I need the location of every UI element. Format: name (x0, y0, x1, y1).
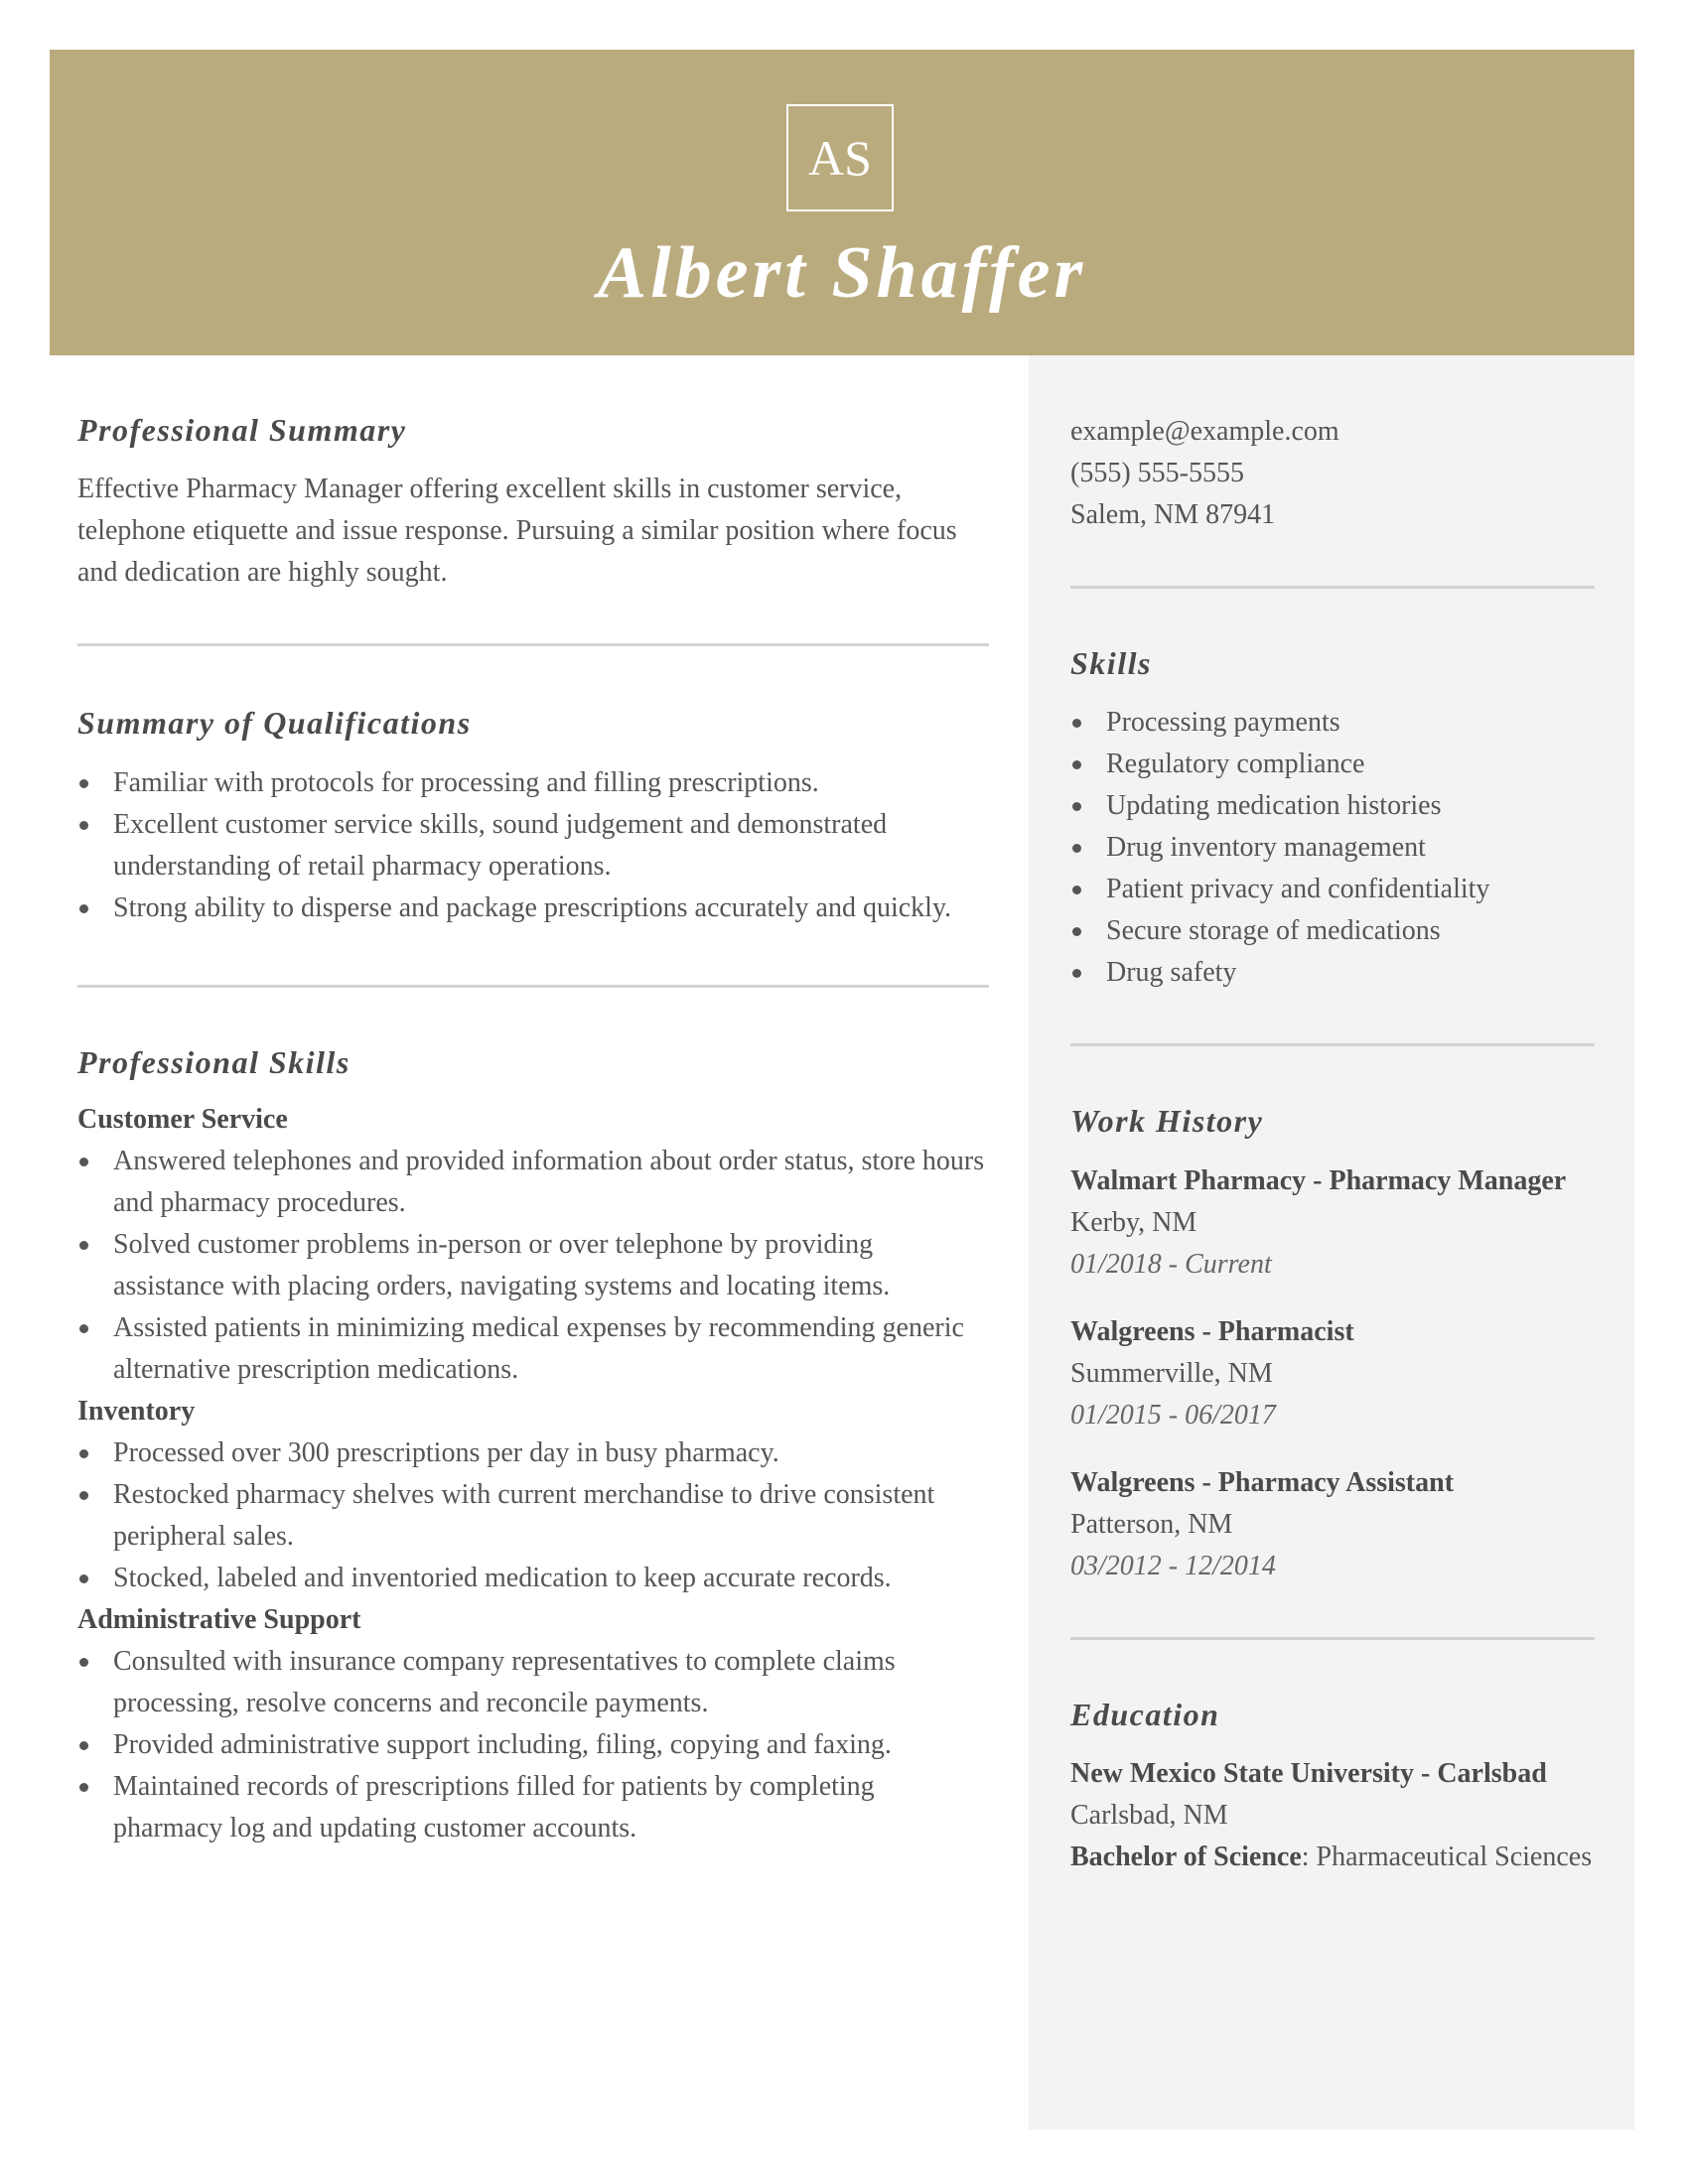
degree-field: Pharmaceutical Sciences (1309, 1842, 1593, 1873)
section-divider (77, 985, 989, 988)
contact-phone: (555) 555-5555 (1070, 458, 1244, 488)
list-item: Restocked pharmacy shelves with current merchandise to drive consistent peripheral sales. (77, 1474, 989, 1558)
section-title: Summary of Qualifications (77, 705, 472, 742)
section-title: Professional Skills (77, 1043, 351, 1080)
job-title: Walmart Pharmacy - Pharmacy Manager (1070, 1164, 1567, 1196)
section-title: Work History (1070, 1103, 1264, 1140)
list-item: Assisted patients in minimizing medical expenses by recommending generic alternative prescription medications. (77, 1307, 989, 1391)
section-divider (77, 643, 989, 646)
candidate-name: Albert Shaffer (597, 232, 1087, 314)
list-item: Strong ability to disperse and package prescriptions accurately and quickly. (77, 887, 989, 929)
skill-group-list (77, 1641, 989, 1849)
job-dates: 01/2018 - Current (1070, 1248, 1272, 1280)
list-item: Patient privacy and confidentiality (1070, 869, 1595, 910)
list-item: Regulatory compliance (1070, 744, 1595, 785)
skill-group-list (77, 1433, 989, 1599)
list-item: Drug safety (1070, 952, 1595, 994)
job-dates: 01/2015 - 06/2017 (1070, 1399, 1276, 1431)
list-item: Answered telephones and provided information about order status, store hours and pharmacy procedures. (77, 1141, 989, 1224)
school-location: Carlsbad, NM (1070, 1800, 1228, 1832)
school-name: New Mexico State University - Carlsbad (1070, 1758, 1547, 1790)
contact-email: example@example.com (1070, 416, 1339, 447)
list-item: Solved customer problems in-person or over telephone by providing assistance with placing orders, navigating systems and locating items. (77, 1224, 989, 1307)
degree-line (1070, 1837, 1595, 1878)
list-item: Processed over 300 prescriptions per day in busy pharmacy. (77, 1433, 989, 1474)
sidebar-column (1070, 355, 1595, 1878)
education-section (1070, 1696, 1595, 1878)
job-location: Patterson, NM (1070, 1508, 1233, 1540)
section-title: Skills (1070, 645, 1152, 681)
list-item: Drug inventory management (1070, 827, 1595, 869)
qualifications-list (77, 762, 989, 929)
contact-section (1070, 411, 1595, 536)
main-column (77, 355, 989, 1849)
list-item: Excellent customer service skills, sound judgement and demonstrated understanding of retail pharmacy operations. (77, 804, 989, 887)
list-item: Stocked, labeled and inventoried medication to keep accurate records. (77, 1558, 989, 1599)
list-item: Maintained records of prescriptions filled for patients by completing pharmacy log and updating customer accounts. (77, 1766, 989, 1849)
section-divider (1070, 1043, 1595, 1046)
job-entry (1070, 1160, 1595, 1286)
section-divider (1070, 586, 1595, 589)
degree-separator: : (1301, 1842, 1310, 1873)
section-title: Professional Summary (77, 412, 407, 448)
list-item: Consulted with insurance company representatives to complete claims processing, resolve concerns and reconcile payments. (77, 1641, 989, 1724)
list-item: Familiar with protocols for processing and filling prescriptions. (77, 762, 989, 804)
list-item: Processing payments (1070, 702, 1595, 744)
work-history-section (1070, 1102, 1595, 1586)
job-title: Walgreens - Pharmacist (1070, 1315, 1354, 1347)
job-location: Summerville, NM (1070, 1357, 1273, 1389)
job-title: Walgreens - Pharmacy Assistant (1070, 1466, 1455, 1498)
section-divider (1070, 1637, 1595, 1640)
skills-list (1070, 702, 1595, 994)
list-item: Secure storage of medications (1070, 910, 1595, 952)
professional-skills-section (77, 1043, 989, 1849)
job-dates: 03/2012 - 12/2014 (1070, 1550, 1276, 1581)
skill-group-heading: Inventory (77, 1396, 196, 1428)
list-item: Updating medication histories (1070, 785, 1595, 827)
monogram: AS (786, 104, 894, 211)
list-item: Provided administrative support including, filing, copying and faxing. (77, 1724, 989, 1766)
skill-group-heading: Customer Service (77, 1104, 288, 1136)
contact-address: Salem, NM 87941 (1070, 499, 1276, 530)
job-entry (1070, 1462, 1595, 1587)
skill-group-heading: Administrative Support (77, 1604, 361, 1636)
skills-section (1070, 644, 1595, 994)
section-title: Education (1070, 1696, 1220, 1732)
degree-name: Bachelor of Science (1070, 1842, 1302, 1873)
job-location: Kerby, NM (1070, 1206, 1197, 1238)
professional-summary-section (77, 411, 989, 594)
job-entry (1070, 1311, 1595, 1436)
resume-header (50, 50, 1634, 355)
summary-text: Effective Pharmacy Manager offering excellent skills in customer service, telephone etiquette and issue response. Pursuing a similar position where focus and dedication are highly sought. (77, 474, 957, 589)
skill-group-list (77, 1141, 989, 1391)
qualifications-section (77, 704, 989, 928)
